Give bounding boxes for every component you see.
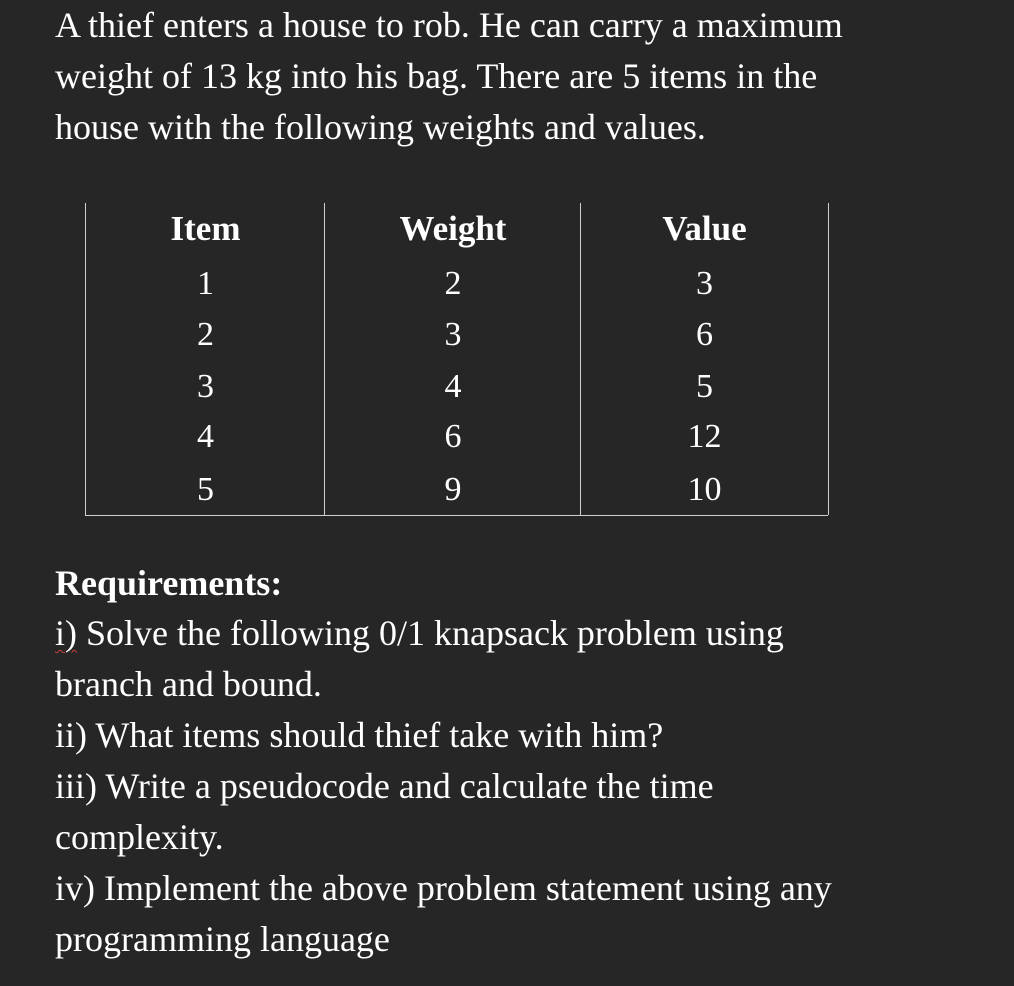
table-cell: 9 (444, 471, 462, 508)
table-cell: 3 (696, 265, 713, 302)
requirement-marker: iii) (55, 766, 97, 806)
table-cell: 5 (197, 471, 214, 508)
column-header-value: Value (662, 209, 747, 248)
weight-column (324, 203, 581, 515)
intro-line: weight of 13 kg into his bag. There are 5 items in the (55, 56, 818, 96)
table-cell: 4 (197, 418, 214, 455)
table-cell: 10 (687, 471, 722, 508)
requirement-text: What items should thief take with him? (95, 715, 664, 755)
items-table (85, 203, 828, 516)
requirement-text: programming language (55, 919, 390, 959)
table-cell: 1 (197, 265, 214, 302)
requirement-text: Implement the above problem statement using any (104, 868, 832, 908)
value-column (580, 203, 829, 515)
intro-line: A thief enters a house to rob. He can carry a maximum (55, 5, 843, 45)
requirement-text: complexity. (55, 817, 224, 857)
table-cell: 2 (197, 316, 214, 353)
item-column (85, 203, 325, 515)
intro-paragraph (55, 0, 985, 153)
requirements-heading: Requirements: (55, 563, 283, 603)
table-cell: 4 (444, 368, 462, 405)
requirement-text: Solve the following 0/1 knapsack problem using (86, 613, 784, 653)
column-header-weight: Weight (399, 209, 507, 248)
table-cell: 5 (696, 368, 713, 405)
table-cell: 2 (444, 265, 462, 302)
requirement-marker: ii) (55, 715, 87, 755)
table-cell: 3 (197, 368, 214, 405)
requirement-item (55, 710, 995, 761)
table-cell: 12 (687, 418, 722, 455)
table-cell: 6 (696, 316, 713, 353)
table-cell: 3 (444, 316, 462, 353)
requirement-text: Write a pseudocode and calculate the time (105, 766, 714, 806)
requirement-item (55, 863, 995, 965)
column-header-item: Item (170, 209, 241, 248)
requirement-item (55, 608, 995, 710)
requirements-list (55, 608, 995, 965)
intro-line: house with the following weights and values. (55, 107, 706, 147)
requirement-item (55, 761, 995, 863)
requirement-text: branch and bound. (55, 664, 322, 704)
requirement-marker: iv) (55, 868, 95, 908)
requirement-marker: i) (55, 613, 77, 653)
table-cell: 6 (444, 418, 462, 455)
